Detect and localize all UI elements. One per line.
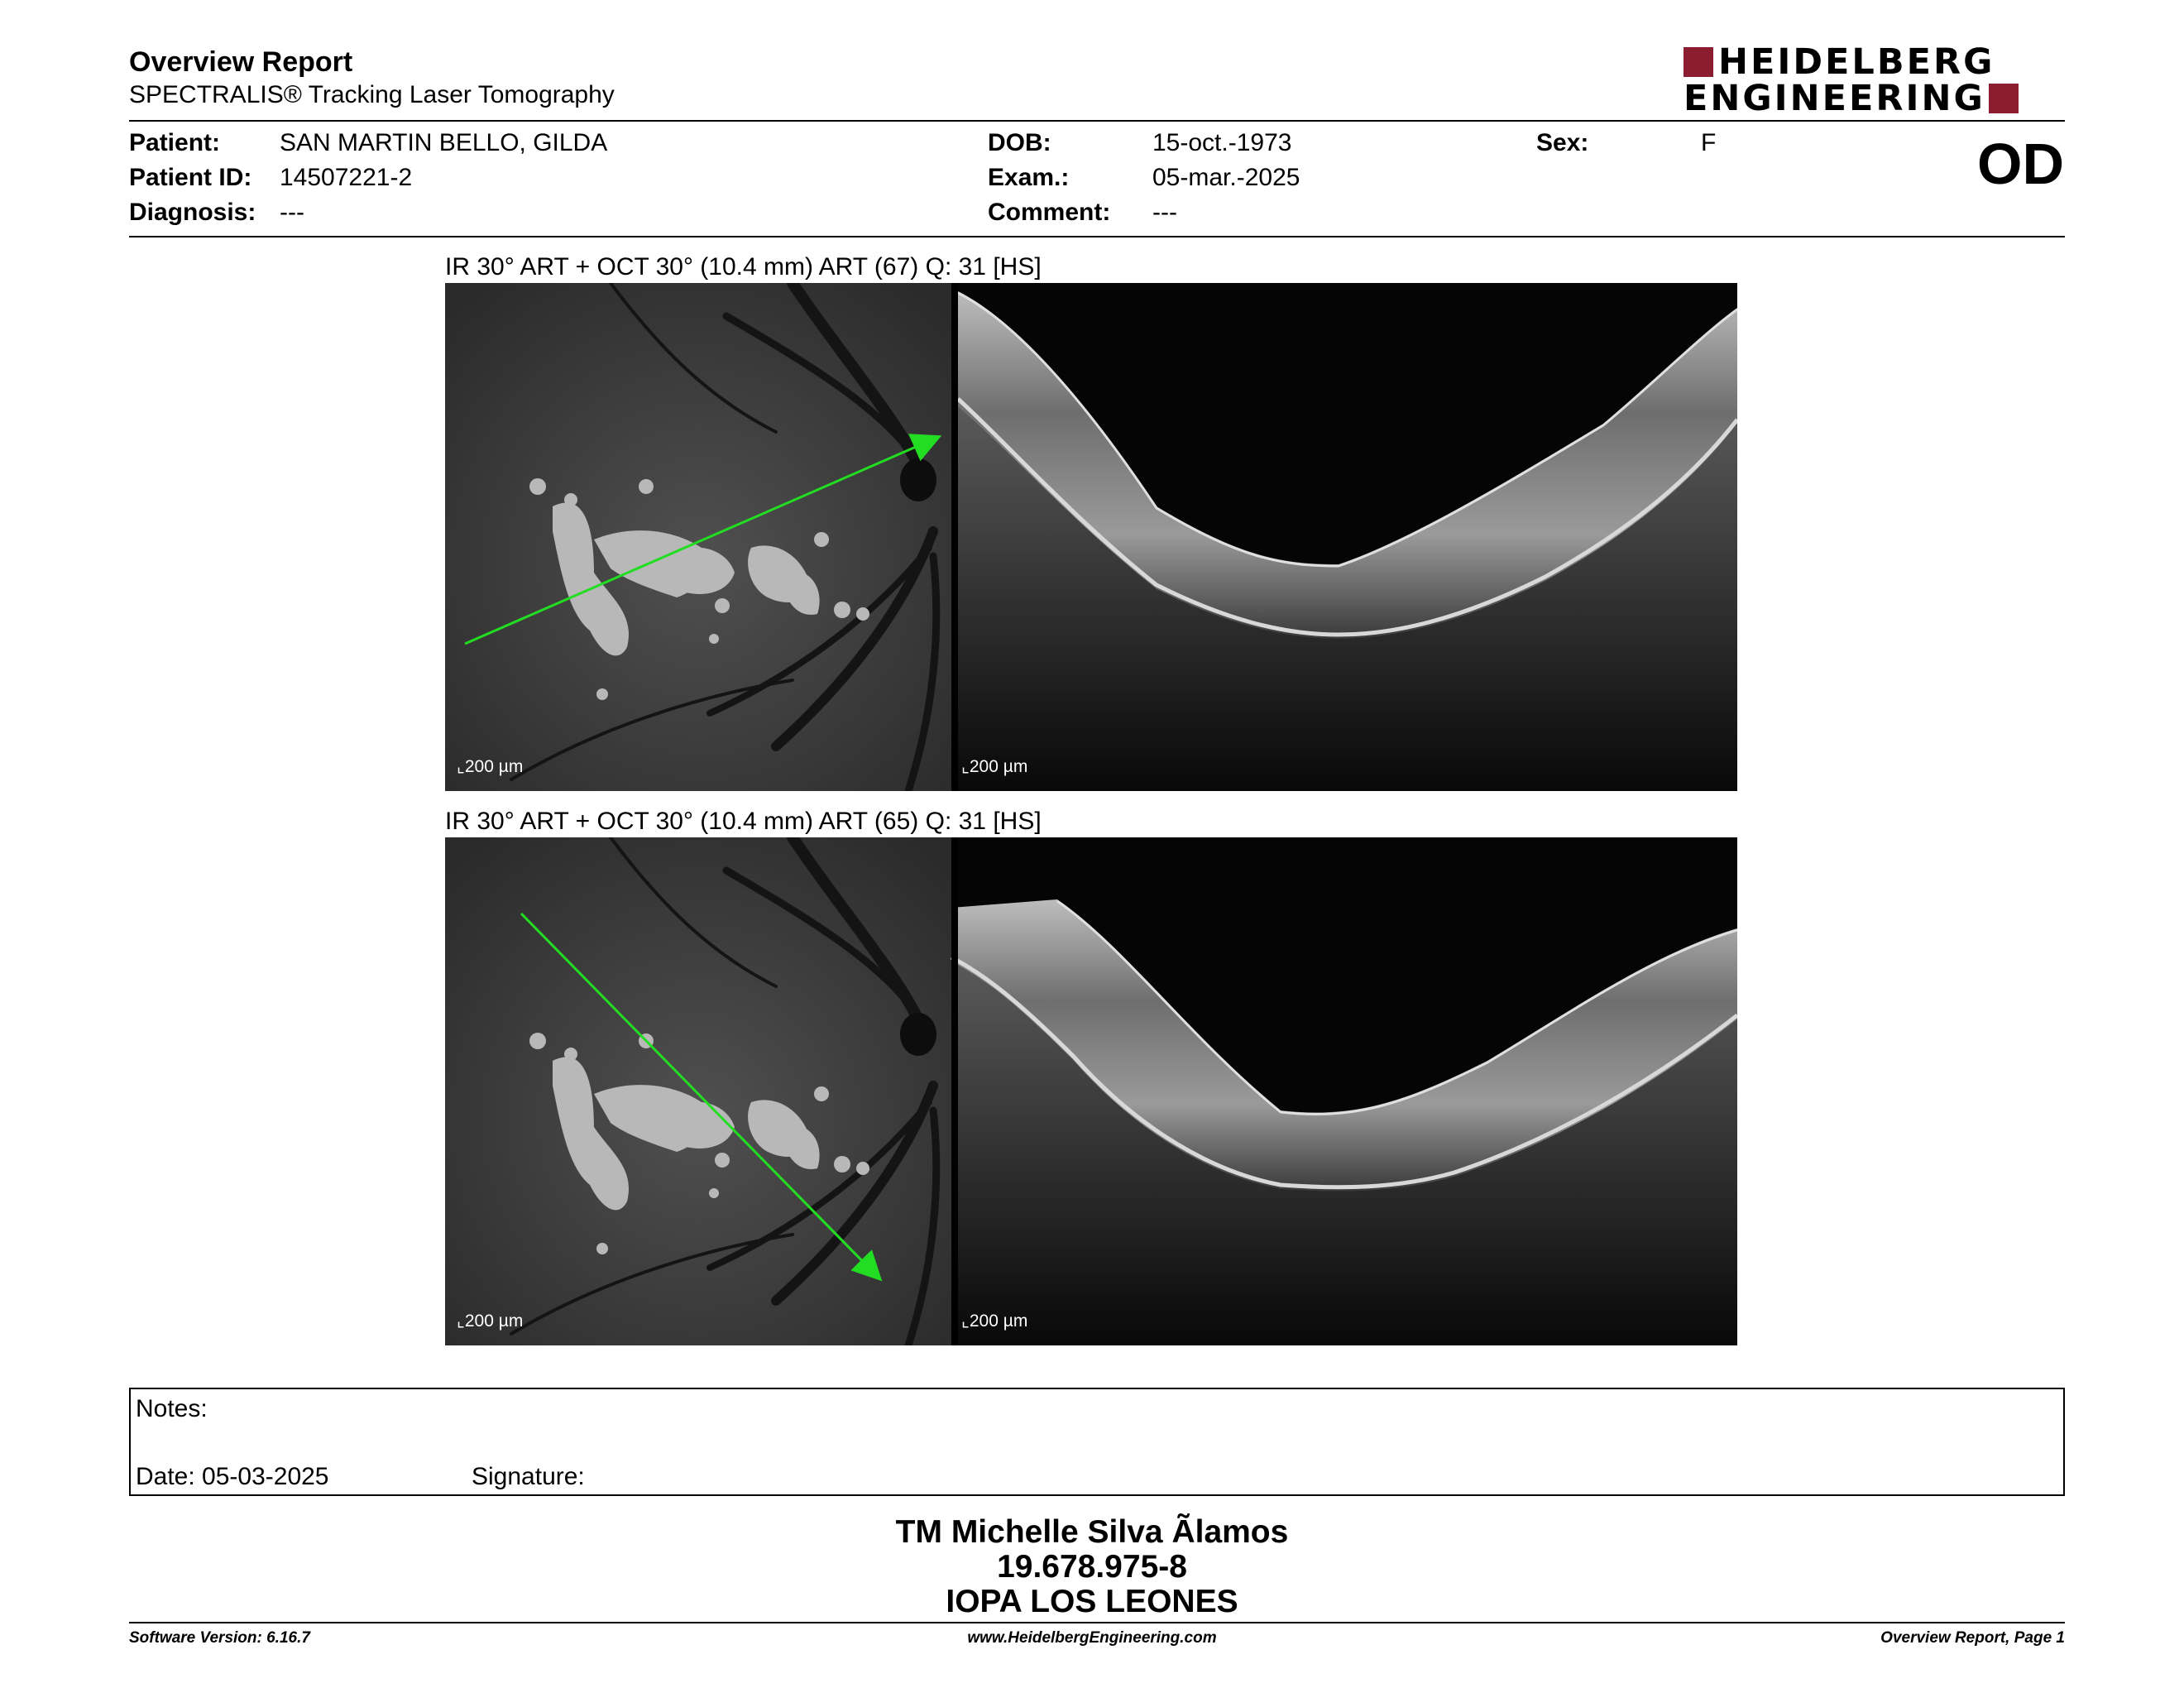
logo-square-icon (1989, 84, 2019, 113)
ir-fundus-image (445, 283, 953, 791)
header-divider (129, 120, 2065, 122)
scale-bar-ir-label: 200 µm (464, 1312, 524, 1331)
scale-bar-ir (457, 1311, 523, 1331)
scan-title: IR 30° ART + OCT 30° (10.4 mm) ART (65) Q: 31 [HS] (445, 808, 1042, 835)
diagnosis-label: Diagnosis: (129, 199, 256, 226)
report-subtitle: SPECTRALIS® Tracking Laser Tomography (129, 81, 615, 108)
signature-label: Signature: (472, 1463, 585, 1490)
oct-scan-panel (445, 283, 1737, 791)
logo-square-icon (1684, 47, 1713, 77)
website-link[interactable]: www.HeidelbergEngineering.com (967, 1629, 1217, 1647)
scan-image (445, 283, 1737, 791)
eye-indicator: OD (1977, 132, 2064, 196)
scale-bar-oct-icon: ⌞ (961, 757, 970, 776)
sex-value: F (1701, 129, 1717, 156)
footer-divider (129, 1622, 2065, 1623)
notes-label: Notes: (136, 1395, 208, 1422)
scale-bar-ir-label: 200 µm (464, 757, 524, 776)
scale-bar-ir-icon: ⌞ (457, 1312, 465, 1331)
patient-id-value: 14507221-2 (280, 164, 413, 191)
oct-scan-panel (445, 837, 1737, 1345)
technician-name: TM Michelle Silva Ãlamos (895, 1514, 1289, 1550)
heidelberg-logo (1684, 41, 2064, 119)
technician-id: 19.678.975-8 (997, 1549, 1187, 1585)
scale-bar-oct (961, 756, 1027, 777)
date-label: Date: 05-03-2025 (136, 1463, 329, 1490)
scale-bar-oct-label: 200 µm (969, 1312, 1028, 1331)
patient-divider (129, 236, 2065, 237)
software-version: Software Version: 6.16.7 (129, 1629, 310, 1647)
comment-value: --- (1152, 199, 1177, 226)
scale-bar-oct (961, 1311, 1027, 1331)
dob-label: DOB: (988, 129, 1051, 156)
scale-bar-oct-icon: ⌞ (961, 1312, 970, 1331)
exam-label: Exam.: (988, 164, 1070, 191)
page-number: Overview Report, Page 1 (1880, 1629, 2065, 1647)
notes-box (129, 1388, 2065, 1496)
dob-value: 15-oct.-1973 (1152, 129, 1292, 156)
logo-line2: ENGINEERING (1684, 78, 1985, 119)
scan-image (445, 837, 1737, 1345)
scale-bar-oct-label: 200 µm (969, 757, 1028, 776)
comment-label: Comment: (988, 199, 1111, 226)
clinic-name: IOPA LOS LEONES (946, 1584, 1238, 1619)
report-title: Overview Report (129, 46, 353, 78)
scale-bar-ir (457, 756, 523, 777)
scan-title: IR 30° ART + OCT 30° (10.4 mm) ART (67) Q: 31 [HS] (445, 253, 1042, 281)
patient-label: Patient: (129, 129, 221, 156)
scale-bar-ir-icon: ⌞ (457, 757, 465, 776)
patient-value: SAN MARTIN BELLO, GILDA (280, 129, 608, 156)
sex-label: Sex: (1536, 129, 1589, 156)
diagnosis-value: --- (280, 199, 304, 226)
patient-id-label: Patient ID: (129, 164, 252, 191)
logo-line1: HEIDELBERG (1718, 41, 1995, 83)
exam-value: 05-mar.-2025 (1152, 164, 1300, 191)
